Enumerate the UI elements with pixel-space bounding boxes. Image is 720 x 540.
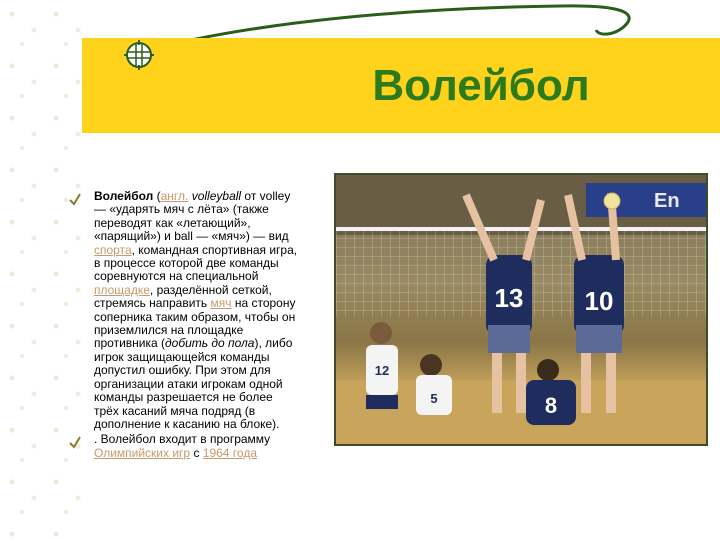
text-link[interactable]: мяч [210, 296, 232, 311]
player-12 [366, 322, 398, 409]
text-span: ), либо игрок защищающейся команды допустил ошибку. При этом для организации атаки игрокам одной команды разрешается не более трёх касаний мяча подряд (в дополнение к касанию на блоке). [94, 336, 293, 431]
text-link[interactable]: Олимпийских игр [94, 445, 191, 460]
bullet-marker-icon [68, 192, 82, 206]
text-span: ( [153, 189, 161, 203]
slide-title: Волейбол [372, 60, 590, 110]
bullet-definition [68, 190, 300, 431]
jersey-number: 13 [494, 283, 524, 313]
jersey-number: 12 [374, 363, 390, 378]
text-span: от volley — «ударять мяч с лёта» (также переводят как «летающий», «парящий») и ball — «мяч») — вид [94, 189, 291, 244]
bullet-text [94, 432, 270, 459]
bullet-olympics [68, 433, 300, 460]
bullet-list [68, 190, 300, 460]
text-span: , командная спортивная игра, в процессе которой две команды соревнуются на специальной [94, 242, 298, 284]
bullet-text [94, 189, 297, 431]
photo-illustration [336, 175, 706, 444]
term-italic: добить до пола [165, 336, 255, 351]
text-link[interactable]: 1964 года [202, 445, 258, 460]
text-span: , разделённой сеткой, стремясь направить [94, 282, 272, 311]
jersey-number: 8 [544, 393, 558, 418]
banner-text: En [654, 190, 680, 212]
volleyball-icon [124, 40, 154, 70]
text-link[interactable]: спорта [94, 242, 132, 257]
text-span: с [190, 445, 203, 460]
text-link[interactable]: площадке [94, 282, 150, 297]
text-span: . Волейбол входит в программу [94, 432, 271, 447]
jersey-number: 5 [430, 391, 438, 406]
jersey-number: 10 [584, 286, 614, 316]
text-span: на сторону соперника таким образом, чтобы он приземлился на площадке противника ( [94, 296, 296, 351]
term-bold: Волейбол [94, 189, 154, 203]
ball [604, 193, 620, 209]
volleyball-photo [334, 173, 708, 446]
player-8 [526, 359, 576, 425]
term-italic: volleyball [191, 189, 242, 203]
text-link[interactable]: англ. [160, 189, 189, 203]
bullet-marker-icon [68, 435, 82, 449]
player-5 [416, 354, 452, 415]
